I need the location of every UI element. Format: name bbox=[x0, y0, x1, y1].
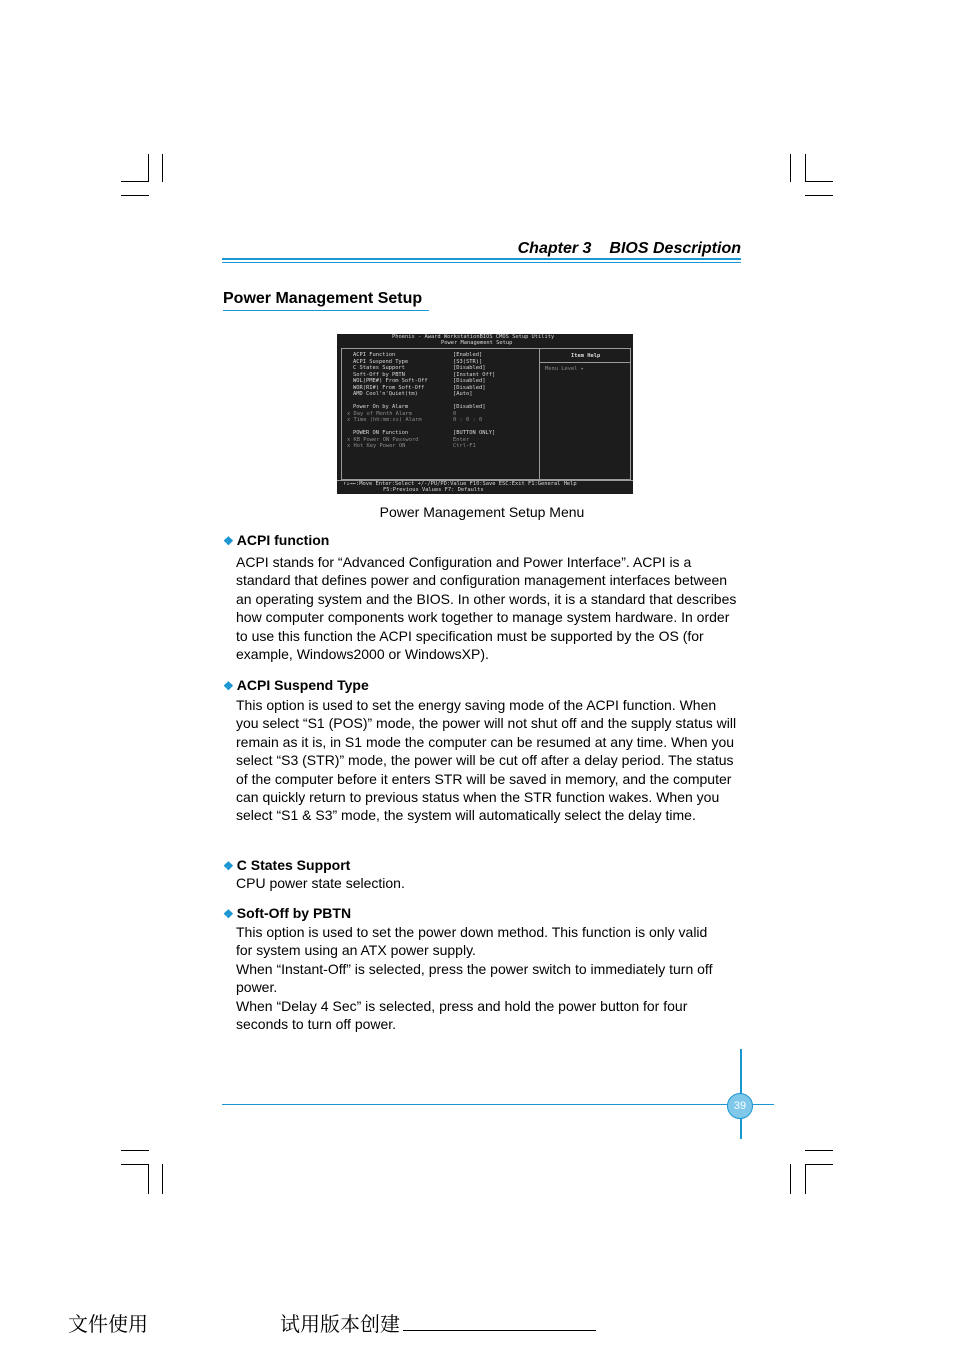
diamond-bullet-icon: ❖ bbox=[223, 534, 234, 548]
heading-soft-off-by-pbtn: ❖ Soft-Off by PBTN bbox=[223, 905, 352, 921]
crop-mark bbox=[121, 1164, 149, 1165]
chapter-title: BIOS Description bbox=[609, 240, 741, 257]
bios-option-label: C States Support bbox=[353, 365, 405, 371]
crop-mark bbox=[790, 1164, 791, 1194]
para-c-states-support: CPU power state selection. bbox=[236, 875, 405, 891]
para-acpi-function: ACPI stands for “Advanced Configuration and Power Interface”. ACPI is a standard that defines power and configuration management interfaces between an operating system and the BIOS. In other words, it is a standard that describes how computer components work together to manage system hardware. In order to use this function the ACPI specification must be supported by the OS (for example, Windows2000 or WindowsXP). bbox=[236, 554, 737, 663]
bios-option-value: 0 bbox=[453, 410, 457, 417]
page-number: 39 bbox=[727, 1093, 753, 1119]
footer-rule bbox=[222, 1104, 774, 1105]
bios-option-value: 0 : 0 : 0 bbox=[453, 417, 483, 423]
crop-mark bbox=[805, 1164, 806, 1194]
heading-acpi-suspend-type: ❖ ACPI Suspend Type bbox=[223, 677, 369, 693]
crop-mark bbox=[148, 154, 149, 182]
crop-mark bbox=[121, 1150, 149, 1151]
bios-divider bbox=[539, 348, 540, 479]
bios-option-label: x Day of Month Alarm bbox=[347, 410, 412, 417]
crop-mark bbox=[805, 1164, 833, 1165]
bios-option-label: Soft-Off by PBTN bbox=[353, 371, 405, 378]
bios-option-label: AMD Cool'n'Quiet(tm) bbox=[353, 391, 418, 397]
bios-footer-keys: ↑↓→←:Move Enter:Select +/-/PU/PD:Value F10:Save ESC:Exit F1:General Help bbox=[343, 481, 577, 487]
crop-mark bbox=[805, 1150, 833, 1151]
bios-option-label: WOR(RI#) From Soft-Off bbox=[353, 384, 425, 391]
bios-option-value: [Enabled] bbox=[453, 352, 483, 358]
crop-mark bbox=[805, 195, 833, 196]
para-acpi-suspend-type: This option is used to set the energy saving mode of the ACPI function. When you select “S1 (POS)” mode, the power will not shut off and the supply status will remain as it is, in S1 mode the computer can be resumed at any time. When you select “S3 (STR)” mode, the power will be cut off after a delay period. The status of the computer before it enters STR will be saved in memory, and the computer can quickly return to previous status when the STR function wakes. When you select “S1 & S3” mode, the system will automatically select the delay time. bbox=[236, 697, 737, 824]
footer-text-right: 试用版本创建 bbox=[280, 1312, 400, 1336]
bios-option-value: [Disabled] bbox=[453, 384, 486, 391]
crop-mark bbox=[121, 181, 149, 182]
running-header bbox=[222, 240, 741, 258]
bios-option-label: WOL(PME#) From Soft-Off bbox=[353, 378, 428, 384]
bios-footer-keys2: F5:Previous Values F7: Defaults bbox=[383, 487, 484, 493]
bios-help-text: Menu Level ▸ bbox=[545, 366, 584, 372]
section-title-underline bbox=[223, 310, 429, 311]
crop-mark bbox=[162, 154, 163, 182]
para-soft-off-by-pbtn: This option is used to set the power down method. This function is only valid for system using an ATX power supply. When “Instant-Off” is selected, press the power switch to immediately turn off power. When “Delay 4 Sec” is selected, press and hold the power button for four seconds to turn off power. bbox=[236, 924, 713, 1033]
bios-option-value: [Auto] bbox=[453, 391, 473, 397]
diamond-bullet-icon: ❖ bbox=[223, 679, 234, 693]
bios-option-value: [BUTTON ONLY] bbox=[453, 430, 496, 436]
bios-screenshot bbox=[337, 334, 633, 494]
footer-underline bbox=[403, 1330, 596, 1331]
figure-caption: Power Management Setup Menu bbox=[379, 504, 585, 520]
bios-title: Phoenix - Award WorkstationBIOS CMOS Setup Utility bbox=[392, 334, 555, 340]
diamond-bullet-icon: ❖ bbox=[223, 907, 234, 921]
bios-option-value: [Disabled] bbox=[453, 404, 486, 410]
bios-option-label: POWER ON Function bbox=[353, 430, 409, 436]
bios-option-label: ACPI Function bbox=[353, 352, 396, 358]
diamond-bullet-icon: ❖ bbox=[223, 859, 234, 873]
bios-option-value: Ctrl-F1 bbox=[453, 443, 476, 449]
section-title: Power Management Setup bbox=[223, 290, 423, 307]
bios-option-value: [Instant Off] bbox=[453, 371, 496, 378]
heading-c-states-support: ❖ C States Support bbox=[223, 857, 351, 873]
header-rule-thin bbox=[222, 262, 741, 263]
crop-mark bbox=[805, 181, 833, 182]
bios-option-label: x KB Power ON Password bbox=[347, 436, 419, 443]
heading-acpi-function: ❖ ACPI function bbox=[223, 532, 330, 548]
bios-option-value: [Disabled] bbox=[453, 365, 486, 371]
bios-option-value: [Disabled] bbox=[453, 378, 486, 384]
footer-text-left: 文件使用 bbox=[68, 1312, 148, 1336]
bios-option-label: ACPI Suspend Type bbox=[353, 358, 409, 365]
bios-option-label: x Hot Key Power ON bbox=[347, 443, 406, 449]
chapter-label: Chapter 3 bbox=[517, 240, 592, 257]
bios-option-label: Power On by Alarm bbox=[353, 404, 409, 410]
crop-mark bbox=[162, 1164, 163, 1194]
bios-option-label: x Time (hh:mm:ss) Alarm bbox=[347, 417, 422, 423]
crop-mark bbox=[148, 1164, 149, 1194]
bios-subtitle: Power Management Setup bbox=[441, 340, 513, 346]
bios-help-divider bbox=[540, 362, 630, 363]
crop-mark bbox=[121, 195, 149, 196]
header-rule bbox=[222, 258, 741, 260]
bios-help-title: Item Help bbox=[571, 353, 601, 359]
bios-option-value: [S3(STR)] bbox=[453, 358, 483, 365]
crop-mark bbox=[805, 154, 806, 182]
bios-option-value: Enter bbox=[453, 436, 470, 443]
crop-mark bbox=[790, 154, 791, 182]
